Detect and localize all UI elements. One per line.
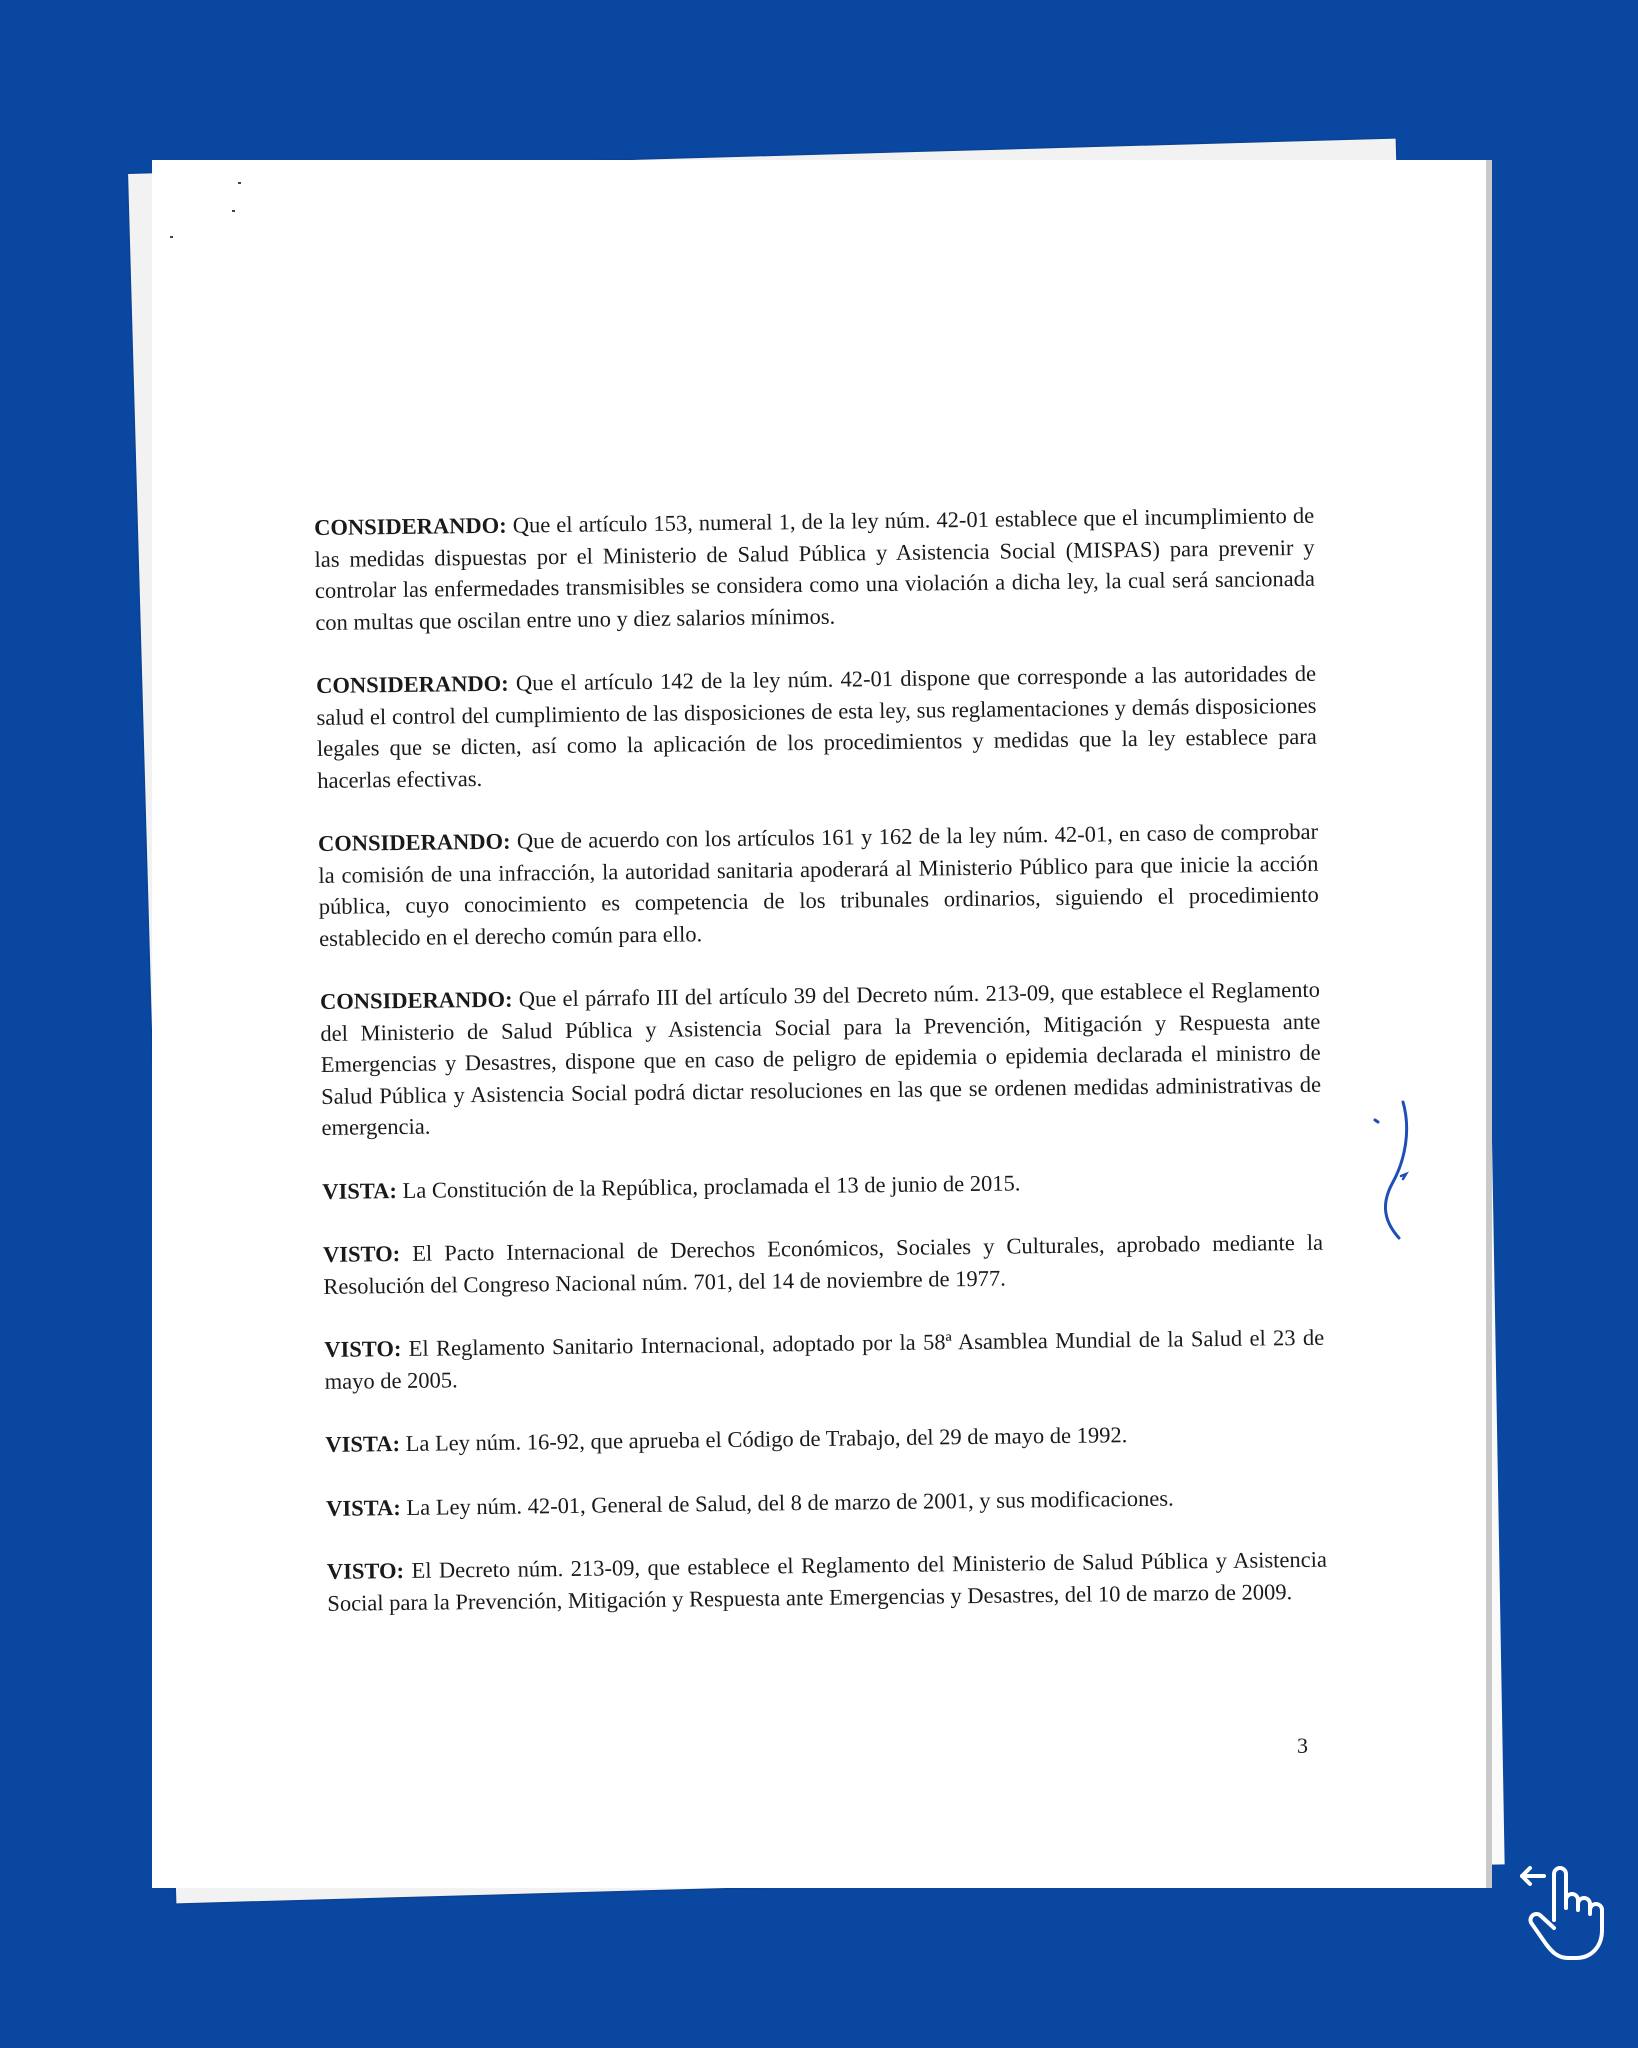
paragraph-keyword: CONSIDERANDO:	[319, 986, 513, 1014]
visto-paragraph	[327, 1544, 1328, 1619]
paragraph-keyword: VISTO:	[324, 1335, 402, 1362]
paragraph-text: El Reglamento Sanitario Internacional, adoptado por la 58ª Asamblea Mundial de la Salud el 23 de mayo de 2005.	[324, 1324, 1325, 1394]
paragraph-keyword: VISTA:	[322, 1177, 398, 1204]
paragraph-text: Que el artículo 153, numeral 1, de la ley núm. 42-01 establece que el incumplimiento de las medidas dispuestas por el Ministerio de Salud Pública y Asistencia Social (MISPAS) para prevenir y controlar las enfermedades transmisibles se considera como una violación a dicha ley, la cual será sancionada con multas que oscilan entre uno y diez salarios mínimos.	[314, 502, 1316, 635]
paragraph-text: Que el párrafo III del artículo 39 del Decreto núm. 213-09, que establece el Reglamento del Ministerio de Salud Pública y Asistencia Social para la Prevención, Mitigación y Respuesta ante Emergencias y Desastres, dispone que en caso de peligro de epidemia o epidemia declarada el ministro de Salud Pública y Asistencia Social podrá dictar resoluciones en las que se ordenen medidas administrativas de emergencia.	[320, 976, 1322, 1140]
vista-paragraph	[322, 1163, 1322, 1207]
considerando-paragraph	[320, 974, 1322, 1144]
considerando-paragraph	[316, 658, 1317, 796]
paragraph-keyword: VISTO:	[322, 1241, 401, 1267]
paragraph-text: La Constitución de la República, proclamada el 13 de junio de 2015.	[396, 1169, 1021, 1203]
paragraph-keyword: CONSIDERANDO:	[315, 670, 509, 698]
handwritten-signature	[1365, 1090, 1425, 1250]
paper-speck	[232, 210, 235, 212]
paper-speck	[170, 236, 173, 238]
visto-paragraph	[323, 1227, 1324, 1302]
paragraph-keyword: VISTA:	[326, 1494, 401, 1521]
considerando-paragraph	[314, 500, 1315, 638]
paragraph-text: La Ley núm. 16-92, que aprueba el Código de Trabajo, del 29 de mayo de 1992.	[399, 1422, 1128, 1457]
paragraph-text: Que de acuerdo con los artículos 161 y 162 de la ley núm. 42-01, en caso de comprobar la comisión de una infracción, la autoridad sanitaria apoderará al Ministerio Público para que inicie la acción pública, cuyo conocimiento es competencia de los tribunales ordinarios, siguiendo el procedimiento establecido en el derecho común para ello.	[318, 818, 1319, 951]
paragraph-keyword: CONSIDERANDO:	[314, 512, 507, 540]
paragraph-text: Que el artículo 142 de la ley núm. 42-01 dispone que corresponde a las autoridades de salud el control del cumplimiento de las disposiciones de esta ley, sus reglamentaciones y demás disposiciones legales que se dicten, así como la aplicación de los procedimientos y medidas que la ley establece para hacerlas efectivas.	[316, 660, 1317, 793]
paragraph-keyword: CONSIDERANDO:	[317, 828, 511, 856]
paragraph-text: El Decreto núm. 213-09, que establece el Reglamento del Ministerio de Salud Pública y Asistencia Social para la Prevención, Mitigación y Respuesta ante Emergencias y Desastres, del 10 de marzo de 2009.	[327, 1546, 1328, 1616]
paragraph-keyword: VISTA:	[325, 1431, 401, 1457]
vista-paragraph	[325, 1417, 1325, 1461]
swipe-hand-icon[interactable]	[1518, 1862, 1618, 1962]
considerando-paragraph	[318, 816, 1319, 954]
visto-paragraph	[324, 1322, 1325, 1397]
vista-paragraph	[326, 1480, 1326, 1524]
paragraph-keyword: VISTO:	[326, 1557, 405, 1584]
page-number: 3	[1297, 1733, 1308, 1758]
document-body	[314, 500, 1327, 1619]
paragraph-text: La Ley núm. 42-01, General de Salud, del 8 de marzo de 2001, y sus modificaciones.	[400, 1485, 1174, 1520]
paper-speck	[238, 182, 241, 184]
paragraph-text: El Pacto Internacional de Derechos Económicos, Sociales y Culturales, aprobado mediante la Resolución del Congreso Nacional núm. 701, del 14 de noviembre de 1977.	[323, 1229, 1324, 1299]
